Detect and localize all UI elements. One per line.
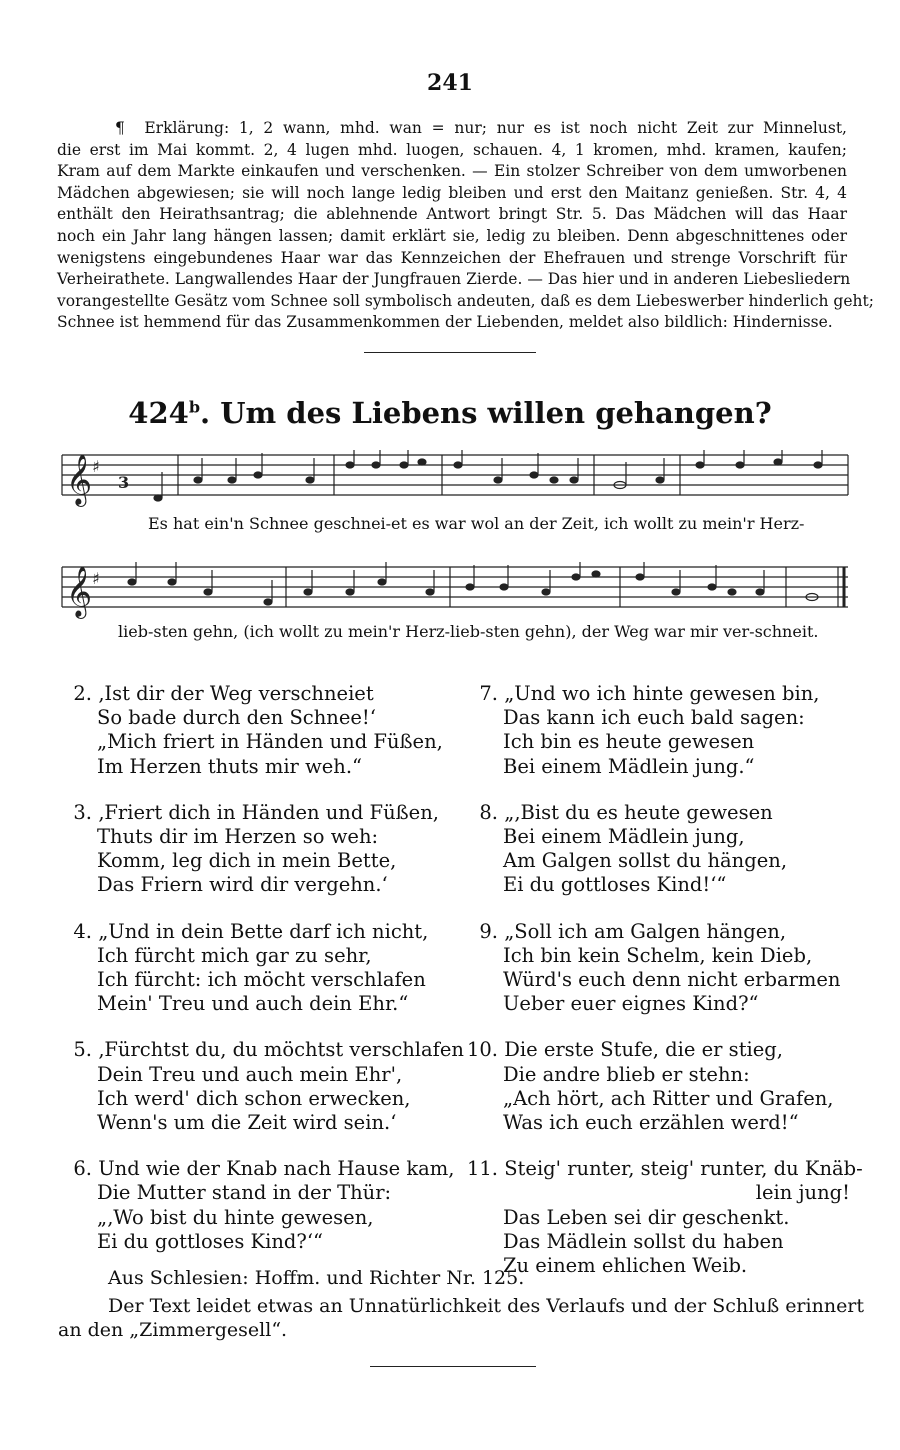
source-line: Aus Schlesien: Hoffm. und Richter Nr. 125. bbox=[108, 1267, 525, 1289]
note-line: Verheirathete. Langwallendes Haar der Jungfrauen Zierde. — Das hier und in anderen Liebesliedern bbox=[57, 270, 851, 289]
verses-right-column bbox=[466, 682, 863, 1278]
song-number-suffix: b bbox=[188, 397, 201, 417]
music-staff-1 bbox=[60, 450, 850, 510]
comment-line: an den „Zimmergesell“. bbox=[58, 1319, 288, 1341]
song-title-text: Um des Liebens willen gehangen? bbox=[220, 396, 772, 430]
verse-2: 2. ‚Ist dir der Weg verschneiet So bade durch den Schnee!‘ „Mich friert in Händen und Füßen, Im Herzen thuts mir weh.“ bbox=[73, 682, 443, 778]
note-line: noch ein Jahr lang hängen lassen; damit erklärt sie, ledig zu bleiben. Denn abgeschnittenes oder bbox=[57, 226, 847, 245]
note-line: Kram auf dem Markte einkaufen und verschenken. — Ein stolzer Schreiber von dem umworbenen bbox=[57, 162, 847, 181]
verse-5: 5. ‚Fürchtst du, du möchtst verschlafen Dein Treu und auch mein Ehr', Ich werd' dich schon erwecken, Wenn's um die Zeit wird sein.‘ bbox=[73, 1038, 464, 1135]
note-line: Schnee ist hemmend für das Zusammenkommen der Liebenden, meldet also bildlich: Hindernisse. bbox=[57, 313, 833, 332]
lyrics-line-2: lieb-sten gehn, (ich wollt zu mein'r Herz-lieb-sten gehn), der Weg war mir ver-schneit. bbox=[118, 622, 819, 641]
key-signature-sharp: ♯ bbox=[92, 569, 100, 588]
notes-staff-2 bbox=[128, 562, 818, 605]
section-divider bbox=[364, 352, 536, 353]
paragraph-mark: ¶ bbox=[115, 119, 125, 137]
verse-9: 9. „Soll ich am Galgen hängen, Ich bin kein Schelm, kein Dieb, Würd's euch denn nicht erbarmen Ueber euer eignes Kind?“ bbox=[479, 919, 841, 1016]
song-number: 424 bbox=[128, 396, 189, 430]
verse-6: 6. Und wie der Knab nach Hause kam, Die Mutter stand in der Thür: „‚Wo bist du hinte gewesen, Ei du gottloses Kind?‘“ bbox=[73, 1157, 455, 1253]
verses-left-column bbox=[70, 682, 464, 1254]
note-line: ¶ Erklärung: 1, 2 wann, mhd. wan = nur; nur es ist noch nicht Zeit zur Minnelust, bbox=[115, 119, 847, 137]
comment-line: Der Text leidet etwas an Unnatürlichkeit des Verlaufs und der Schluß erinnert bbox=[108, 1295, 865, 1317]
time-signature: 3 bbox=[118, 473, 130, 492]
verse-8: 8. „‚Bist du es heute gewesen Bei einem Mädlein jung, Am Galgen sollst du hängen, Ei du gottloses Kind!‘“ bbox=[479, 800, 788, 897]
note-line: die erst im Mai kommt. 2, 4 lugen mhd. luogen, schauen. 4, 1 kromen, mhd. kramen, kaufen; bbox=[57, 140, 847, 159]
note-line: enthält den Heirathsantrag; die ablehnende Antwort bringt Str. 5. Das Mädchen will das Haar bbox=[57, 205, 847, 224]
verse-10: 10. Die erste Stufe, die er stieg, Die andre blieb er stehn: „Ach hört, ach Ritter und Grafen, Was ich euch erzählen werd!“ bbox=[466, 1038, 834, 1135]
page-number: 241 bbox=[427, 70, 473, 96]
verse-11: 11. Steig' runter, steig' runter, du Knäb- lein jung! Das Leben sei dir geschenkt. Das Mädlein sollst du haben Zu einem ehlichen Weib. bbox=[466, 1157, 863, 1278]
note-line: wenigstens eingebundenes Haar war das Kennzeichen der Ehefrauen und strenge Vorschrift für bbox=[57, 248, 847, 267]
verse-7: 7. „Und wo ich hinte gewesen bin, Das kann ich euch bald sagen: Ich bin es heute gewesen Bei einem Mädlein jung.“ bbox=[479, 682, 820, 778]
explanatory-note bbox=[57, 118, 874, 334]
note-line: Mädchen abgewiesen; sie will noch lange ledig bleiben und erst den Maitanz genießen. Str. 4, 4 bbox=[57, 183, 847, 202]
section-divider bbox=[370, 1366, 536, 1367]
lyrics-line-1: Es hat ein'n Schnee geschnei-et es war wol an der Zeit, ich wollt zu mein'r Herz- bbox=[148, 514, 805, 533]
key-signature-sharp: ♯ bbox=[92, 457, 100, 476]
treble-clef-icon: 𝄞 bbox=[66, 454, 93, 505]
song-title: 424$^b$. Um des Liebens willen gehangen? bbox=[128, 396, 772, 430]
verse-4: 4. „Und in dein Bette darf ich nicht, Ich fürcht mich gar zu sehr, Ich fürcht: ich möcht verschlafen Mein' Treu und auch dein Ehr.“ bbox=[73, 919, 429, 1016]
note-line: vorangestellte Gesätz vom Schnee soll symbolisch andeuten, daß es dem Liebeswerber hinderlich geht; bbox=[57, 291, 874, 310]
verse-3: 3. ‚Friert dich in Händen und Füßen, Thuts dir im Herzen so weh: Komm, leg dich in mein Bette, Das Friern wird dir vergehn.‘ bbox=[73, 800, 439, 897]
music-staff-2 bbox=[60, 562, 850, 622]
treble-clef-icon: 𝄞 bbox=[66, 566, 93, 617]
